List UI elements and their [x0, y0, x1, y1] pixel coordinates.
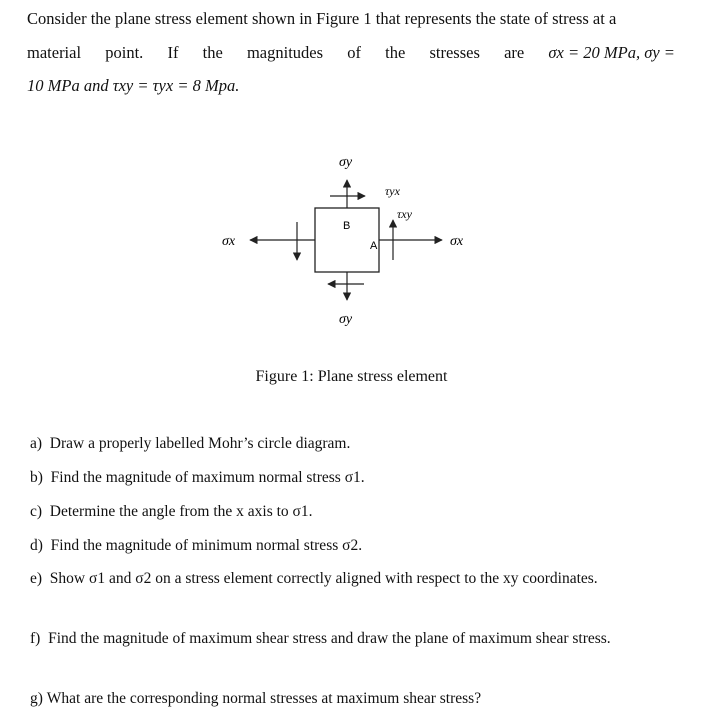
question-item [30, 570, 598, 588]
question-label: e) [30, 570, 43, 587]
word: magnitudes [246, 42, 324, 62]
question-label: f) [30, 630, 41, 647]
question-item [30, 469, 365, 487]
point-a-label: A [370, 240, 378, 252]
question-text: Show σ1 and σ2 on a stress element correctly aligned with respect to the xy coordinates. [49, 570, 598, 587]
problem-statement [27, 2, 675, 103]
question-text: Draw a properly labelled Mohr’s circle diagram. [49, 435, 351, 452]
word: are [504, 42, 525, 62]
stress-values: σx = 20 MPa, σy = [548, 42, 675, 62]
word: material [27, 42, 82, 62]
tau-xy-label: τxy [397, 207, 412, 221]
word: If [167, 42, 179, 62]
question-text: Determine the angle from the x axis to σ1. [49, 503, 313, 520]
word: the [385, 42, 406, 62]
tau-yx-label: τyx [385, 184, 400, 198]
statement-line-2 [27, 36, 675, 70]
word: of [347, 42, 361, 62]
question-label: a) [30, 435, 43, 452]
sigma-x-right-label: σx [450, 234, 464, 249]
question-item [30, 435, 350, 453]
question-text: Find the magnitude of maximum shear stress and draw the plane of maximum shear stress. [48, 630, 611, 647]
question-item [30, 503, 313, 521]
question-text: Find the magnitude of minimum normal stress σ2. [50, 537, 363, 554]
point-b-label: B [343, 220, 351, 232]
statement-line-3: 10 MPa and τxy = τyx = 8 Mpa. [27, 76, 240, 95]
stress-element-figure [200, 140, 500, 340]
question-label: c) [30, 503, 43, 520]
question-item [30, 690, 481, 708]
question-text: Find the magnitude of maximum normal stress σ1. [50, 469, 365, 486]
sigma-x-left-label: σx [222, 234, 236, 249]
question-item [30, 630, 611, 648]
question-label: b) [30, 469, 43, 486]
question-text: What are the corresponding normal stresses at maximum shear stress? [46, 690, 482, 707]
question-item [30, 537, 362, 555]
sigma-y-bottom-label: σy [339, 312, 353, 327]
question-label: g) [30, 690, 43, 707]
question-label: d) [30, 537, 43, 554]
sigma-y-top-label: σy [339, 155, 353, 170]
word: point. [105, 42, 144, 62]
figure-caption: Figure 1: Plane stress element [255, 368, 448, 385]
word: stresses [429, 42, 480, 62]
statement-line-1: Consider the plane stress element shown in Figure 1 that represents the state of stress at a [27, 9, 617, 28]
word: the [202, 42, 223, 62]
